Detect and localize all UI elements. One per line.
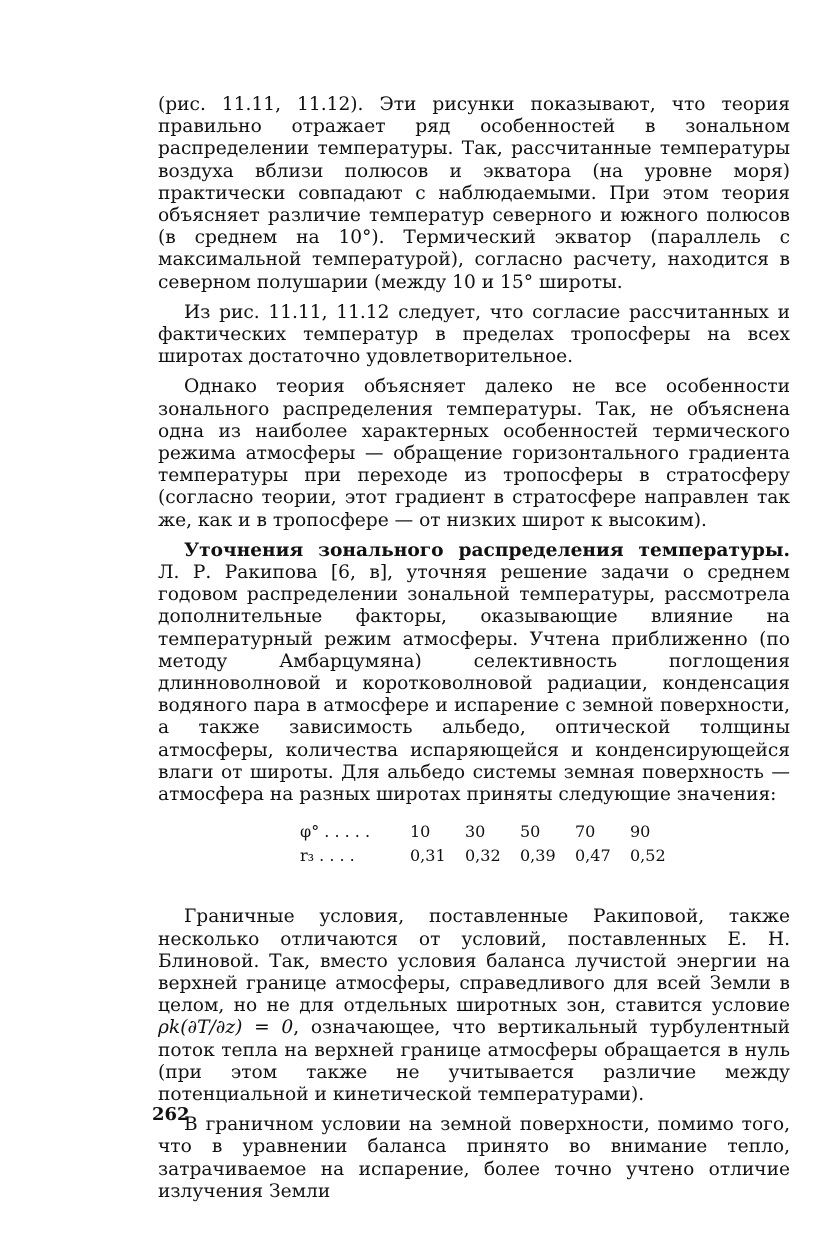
- table-cell: 30: [465, 822, 486, 842]
- albedo-table: [300, 820, 790, 868]
- page-text-column: [158, 94, 790, 1211]
- paragraph-2: Из рис. 11.11, 11.12 следует, что согласие рассчитанных и фактических температур в пределах тропосферы на всех широтах достаточно удовлетворительное.: [158, 301, 790, 368]
- paragraph-5-part-b: , означающее, что вертикальный турбулентный поток тепла на верхней границе атмосферы обращается в нуль (при этом также не учитывается различие между потенциальной и кинетической температурами).: [158, 1017, 790, 1105]
- paragraph-3: Однако теория объясняет далеко не все особенности зонального распределения температуры. Так, не объяснена одна из наиболее характерных особенностей термического режима атмосферы — обращение горизонтального градиента температуры при переходе из тропосферы в стратосферу (согласно теории, этот градиент в стратосфере направлен так же, как и в тропосфере — от низких широт к высоким).: [158, 376, 790, 531]
- table-cell: 50: [520, 822, 541, 842]
- table-cell: 0,31: [410, 846, 446, 866]
- paragraph-1: (рис. 11.11, 11.12). Эти рисунки показывают, что теория правильно отражает ряд особенностей в зональном распределении температуры. Так, рассчитанные температуры воздуха вблизи полюсов и экватора (на уровне моря) практически совпадают с наблюдаемыми. При этом теория объясняет различие температур северного и южного полюсов (в среднем на 10°). Термический экватор (параллель с максимальной температурой), согласно расчету, находится в северном полушарии (между 10 и 15° широты.: [158, 94, 790, 293]
- paragraph-4-body: Л. Р. Ракипова [6, в], уточняя решение задачи о среднем годовом распределении зональной температуры, рассмотрела дополнительные факторы, оказывающие влияние на температурный режим атмосферы. Учтена приближенно (по методу Амбарцумяна) селективность поглощения длинноволновой и коротковолновой радиации, конденсация водяного пара в атмосфере и испарение с земной поверхности, а также зависимость альбедо, оптической толщины атмосферы, количества испаряющейся и конденсирующейся влаги от широты. Для альбедо системы земная поверхность — атмосфера на разных широтах приняты следующие значения:: [158, 562, 790, 806]
- paragraph-5: [158, 906, 790, 1106]
- table-cell: 0,32: [465, 846, 501, 866]
- table-cell: 0,52: [630, 846, 666, 866]
- table-cell: 0,39: [520, 846, 556, 866]
- paragraph-6: В граничном условии на земной поверхности, помимо того, что в уравнении баланса принято во внимание тепло, затрачиваемое на испарение, более точно учтено отличие излучения Земли: [158, 1114, 790, 1202]
- table-row-albedo: [300, 844, 790, 868]
- paragraph-4: [158, 540, 790, 806]
- page-number: 262: [152, 1104, 190, 1125]
- table-cell: 0,47: [575, 846, 611, 866]
- boundary-condition-formula: ρk(∂T/∂z) = 0: [158, 1017, 294, 1039]
- table-row-latitude: [300, 820, 790, 844]
- paragraph-5-part-a: Граничные условия, поставленные Ракиповой, также несколько отличаются от условий, поставленных Е. Н. Блиновой. Так, вместо условия баланса лучистой энергии на верхней границе атмосферы, справедливого для всей Земли в целом, но не для отдельных широтных зон, ставится условие: [158, 906, 790, 1017]
- table-cell: 10: [410, 822, 431, 842]
- table-cell: 70: [575, 822, 596, 842]
- section-heading-inline: Уточнения зонального распределения температуры.: [184, 539, 790, 561]
- table-row-label: r₃ . . . .: [300, 846, 355, 866]
- table-row-label: φ° . . . . .: [300, 822, 371, 842]
- table-cell: 90: [630, 822, 651, 842]
